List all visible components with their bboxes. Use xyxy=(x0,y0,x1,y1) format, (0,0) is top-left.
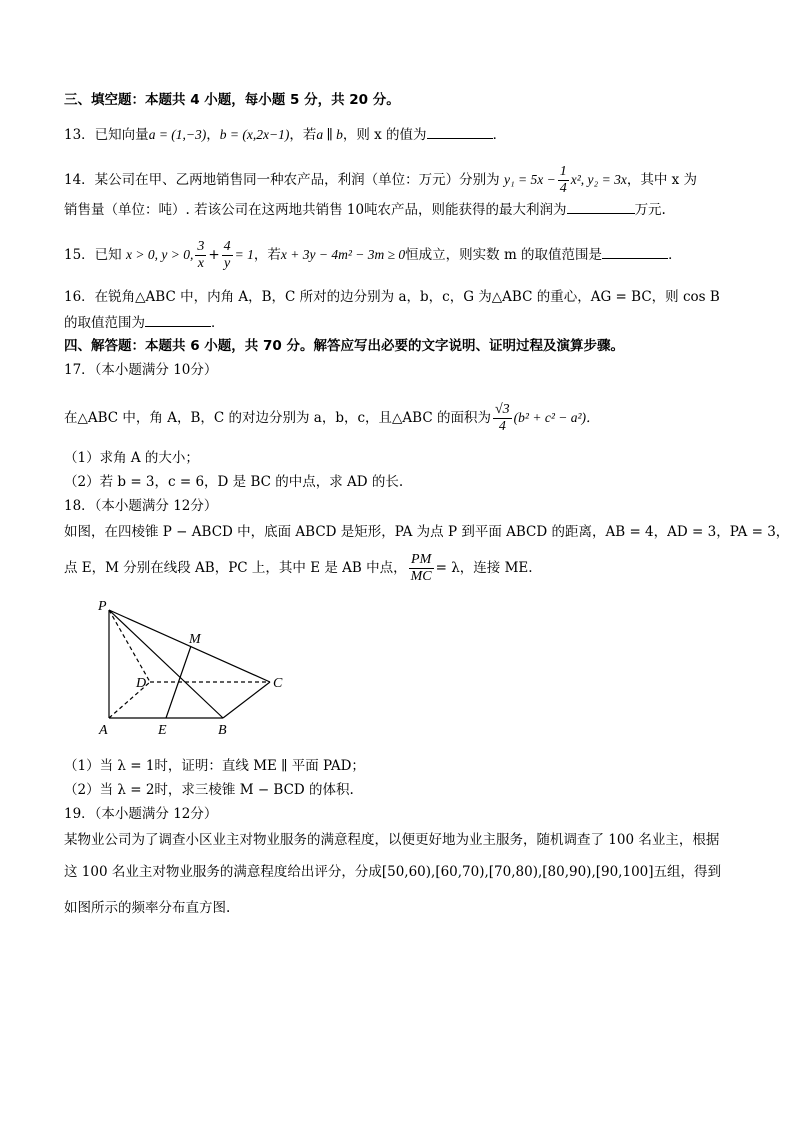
q15-prefix: 15．已知 xyxy=(64,247,122,263)
q19-line-3: 如图所示的频率分布直方图. xyxy=(64,900,231,916)
q16-line2-text: 的取值范围为 xyxy=(64,315,145,331)
q17-stem-text: 在△ABC 中，角 A，B，C 的对边分别为 a，b，c，且△ABC 的面积为 xyxy=(64,410,491,426)
q17-fraction-denominator: 4 xyxy=(498,419,506,434)
q19-title: 19．（本小题满分 12分） xyxy=(64,806,218,822)
q18-line2-text: 点 E，M 分别在线段 AB，PC 上，其中 E 是 AB 中点， xyxy=(64,560,407,576)
q15-answer-blank xyxy=(602,244,668,259)
q18-line2-end: = λ，连接 ME. xyxy=(435,560,533,576)
label-D: D xyxy=(136,676,147,691)
q17-expression: (b² + c² − a²)． xyxy=(513,410,600,425)
q15-mid: ，若 xyxy=(253,247,281,263)
q17-fraction-numerator: √3 xyxy=(494,402,510,417)
q17-title: 17．（本小题满分 10分） xyxy=(64,362,218,378)
edge-PD xyxy=(109,610,150,682)
q14-answer-blank xyxy=(567,199,635,214)
q17-stem xyxy=(64,402,600,435)
label-C: C xyxy=(273,676,283,691)
q15-inequality: x + 3y − 4m² − 3m ≥ 0 xyxy=(280,247,406,262)
q16-end: ． xyxy=(211,315,225,331)
question-16-line-2 xyxy=(64,312,225,333)
label-B: B xyxy=(218,723,227,738)
q13-end: ． xyxy=(492,127,507,143)
q14-fraction-denominator: 4 xyxy=(559,181,567,196)
q18-title: 18．（本小题满分 12分） xyxy=(64,498,218,514)
q13-answer-blank xyxy=(427,124,493,139)
q17-fraction xyxy=(493,402,512,435)
question-14-line-1 xyxy=(64,164,697,197)
q18-part-2: （2）当 λ = 2时，求三棱锥 M − BCD 的体积. xyxy=(64,782,354,798)
edge-BC xyxy=(223,682,270,718)
section3-heading: 三、填空题：本题共 4 小题，每小题 5 分，共 20 分。 xyxy=(64,92,400,108)
q18-fraction xyxy=(409,552,434,585)
question-14-line-2 xyxy=(64,199,666,220)
q13-vector-a: a = (1,−3) xyxy=(148,127,207,142)
q15-end: ． xyxy=(668,247,682,263)
q14-line2-end: 万元. xyxy=(634,202,666,218)
q13-vector-b: b = (x,2x−1) xyxy=(219,127,290,142)
question-16-line-1: 16．在锐角△ABC 中，内角 A，B，C 所对的边分别为 a，b，c，G 为△ABC 的重心，AG = BC，则 cos B xyxy=(64,289,720,305)
q14-line2-text: 销售量（单位：吨）. 若该公司在这两地共销售 10吨农产品，则能获得的最大利润为 xyxy=(64,202,567,218)
q15-equals: = 1 xyxy=(234,247,254,262)
label-A: A xyxy=(99,723,108,738)
label-P: P xyxy=(98,599,107,614)
q16-answer-blank xyxy=(145,312,211,327)
q13-condition: a ∥ b xyxy=(316,127,343,142)
q15-fraction-2 xyxy=(222,239,233,272)
q13-prefix: 13．已知向量 xyxy=(64,127,149,143)
q15-f1-denominator: x xyxy=(197,256,204,271)
section4-heading: 四、解答题：本题共 6 小题，共 70 分。解答应写出必要的文字说明、证明过程及演算步骤。 xyxy=(64,338,624,354)
q15-f2-numerator: 4 xyxy=(223,239,231,254)
q15-plus: + xyxy=(208,247,220,263)
q17-part-2: （2）若 b = 3，c = 6，D 是 BC 的中点，求 AD 的长. xyxy=(64,474,404,490)
q18-line-1: 如图，在四棱锥 P − ABCD 中，底面 ABCD 是矩形，PA 为点 P 到平面 ABCD 的距离，AB = 4，AD = 3，PA = 3， xyxy=(64,524,790,540)
label-E: E xyxy=(158,723,167,738)
q14-y1-rhs: x², y₂ = 3x xyxy=(570,172,627,187)
q14-prefix: 14．某公司在甲、乙两地销售同一种农产品，利润（单位：万元）分别为 xyxy=(64,172,500,188)
pyramid-figure xyxy=(90,598,310,740)
label-M: M xyxy=(189,632,201,647)
q14-fraction xyxy=(558,164,569,197)
q18-part-1: （1）当 λ = 1时，证明：直线 ME ∥ 平面 PAD； xyxy=(64,758,365,774)
q13-separator: ， xyxy=(206,127,220,143)
q15-question: 恒成立，则实数 m 的取值范围是 xyxy=(405,247,603,263)
q14-fraction-numerator: 1 xyxy=(559,164,567,179)
q15-f2-denominator: y xyxy=(224,256,231,271)
q17-part-1: （1）求角 A 的大小； xyxy=(64,450,199,466)
question-15 xyxy=(64,239,682,272)
q18-line-2 xyxy=(64,552,533,585)
q19-line-1: 某物业公司为了调查小区业主对物业服务的满意程度，以便更好地为业主服务，随机调查了 100 名业主，根据 xyxy=(64,832,720,848)
q18-fraction-numerator: PM xyxy=(409,552,434,569)
q14-y1-lhs: y₁ = 5x − xyxy=(503,172,556,187)
q14-suffix: ，其中 x 为 xyxy=(626,172,698,188)
q13-condition-prefix: ，若 xyxy=(289,127,317,143)
q15-fraction-1 xyxy=(195,239,206,272)
q18-fraction-denominator: MC xyxy=(410,569,432,584)
q13-question: ，则 x 的值为 xyxy=(342,127,427,143)
q19-line-2: 这 100 名业主对物业服务的满意程度给出评分，分成[50,60),[60,70),[70,80),[80,90),[90,100]五组，得到 xyxy=(64,864,722,880)
question-13 xyxy=(64,124,506,145)
edge-PB xyxy=(109,610,223,718)
q15-f1-numerator: 3 xyxy=(197,239,205,254)
q15-condition: x > 0, y > 0, xyxy=(125,247,194,262)
